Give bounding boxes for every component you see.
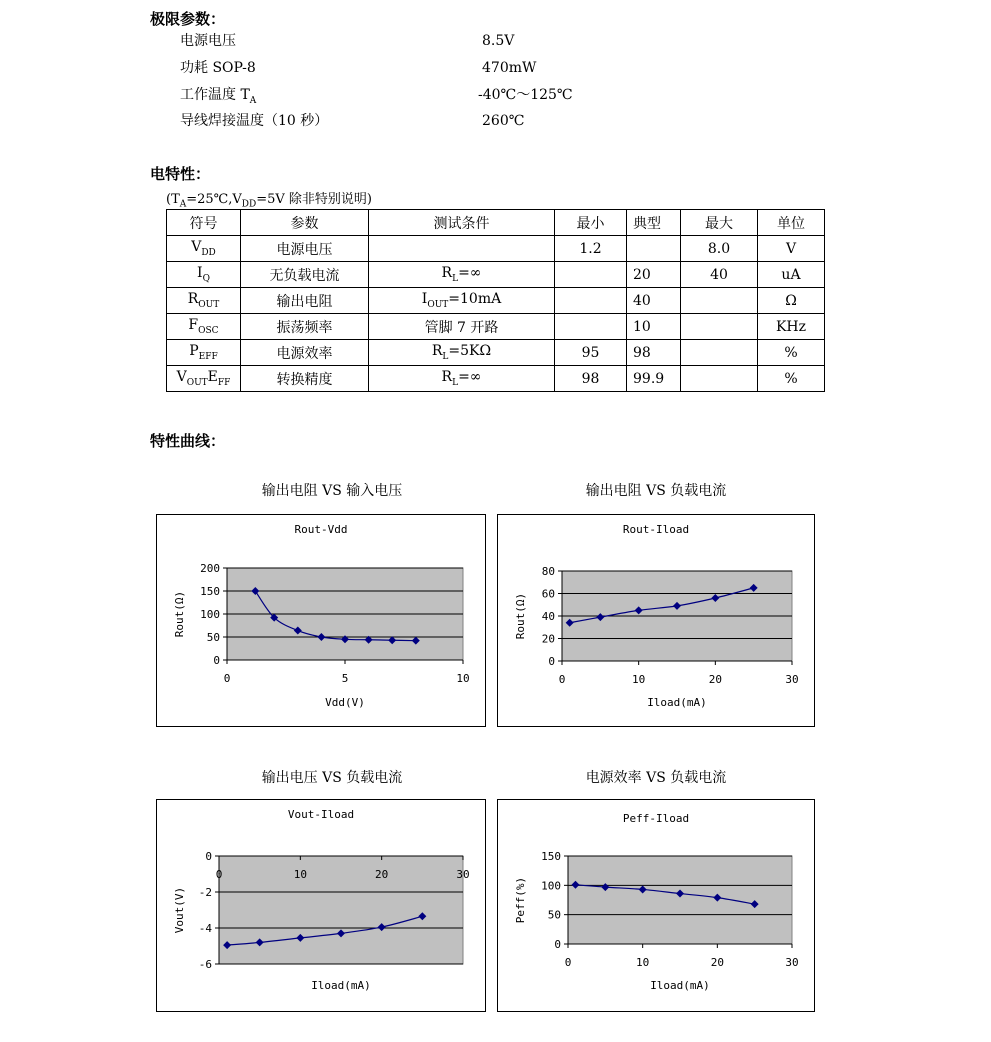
plot-area (568, 856, 792, 944)
x-tick-label: 5 (341, 672, 349, 685)
cell-max (681, 340, 758, 366)
cell-typ: 20 (627, 262, 681, 288)
symbol-main-2: E (207, 369, 218, 386)
header-unit: 单位 (758, 210, 825, 236)
cell-parameter: 输出电阻 (241, 288, 369, 314)
cell-min (555, 314, 627, 340)
x-tick-label: 0 (558, 673, 566, 686)
electrical-note (166, 188, 372, 210)
cell-max (681, 314, 758, 340)
y-tick-label: -6 (198, 958, 212, 971)
header-symbol: 符号 (167, 210, 241, 236)
y-tick-label: 0 (554, 938, 561, 951)
chart-panel-rout-vdd (156, 514, 486, 727)
cell-min (555, 262, 627, 288)
cell-typ (627, 236, 681, 262)
symbol-main: R (187, 291, 199, 308)
chart-caption-3: 输出电压 VS 负载电流 (261, 770, 403, 786)
y-tick-label: -2 (198, 886, 212, 899)
cell-condition (369, 236, 555, 262)
x-tick-label: 20 (710, 956, 724, 969)
x-tick-label: 30 (456, 868, 470, 881)
y-tick-label: 0 (548, 655, 555, 668)
cell-condition (369, 262, 555, 288)
symbol-sub: OUT (198, 299, 220, 310)
cell-max: 8.0 (681, 236, 758, 262)
y-tick-label: 60 (541, 587, 555, 601)
symbol-main: V (191, 239, 202, 256)
cell-max (681, 366, 758, 392)
cell-min (555, 288, 627, 314)
y-tick-label: 50 (206, 631, 220, 644)
table-row (167, 262, 825, 288)
y-tick-label: 0 (213, 654, 220, 667)
x-axis-label: Vdd(V) (325, 696, 365, 709)
chart-title: Rout-Vdd (294, 523, 348, 536)
note-part-1: (T (166, 192, 180, 207)
note-sub-1: A (179, 199, 187, 210)
condition-main: R (441, 265, 453, 282)
x-tick-label: 30 (785, 673, 799, 686)
condition-sub: L (452, 273, 459, 284)
y-tick-label: 100 (541, 879, 561, 893)
limits-heading: 极限参数： (150, 10, 226, 28)
header-min: 最小 (555, 210, 627, 236)
condition-tail: =10mA (448, 291, 502, 308)
cell-symbol (167, 288, 241, 314)
chart-title: Rout-Iload (622, 523, 690, 536)
limit-value-solder-temp: 260℃ (482, 113, 525, 129)
symbol-main: V (176, 369, 187, 386)
chart-rout-iload (498, 515, 814, 726)
condition-sub: L (452, 377, 459, 388)
cell-parameter: 转换精度 (241, 366, 369, 392)
table-row (167, 366, 825, 392)
y-tick-label: 50 (547, 908, 561, 922)
table-header-row (167, 210, 825, 236)
chart-caption-2: 输出电阻 VS 负载电流 (585, 483, 727, 499)
y-tick-label: -4 (198, 922, 212, 935)
x-axis-label: Iload(mA) (647, 696, 707, 709)
cell-unit: Ω (758, 288, 825, 314)
cell-typ: 98 (627, 340, 681, 366)
y-tick-label: 40 (541, 610, 555, 623)
header-max: 最大 (681, 210, 758, 236)
cell-symbol (167, 262, 241, 288)
symbol-sub: Q (202, 273, 210, 284)
y-axis-label: Vout(V) (173, 886, 186, 934)
cell-symbol (167, 236, 241, 262)
note-part-2: =25℃,V (186, 192, 242, 207)
y-tick-label: 0 (205, 850, 212, 863)
cell-parameter: 振荡频率 (241, 314, 369, 340)
limit-name-power: 功耗 SOP-8 (180, 60, 256, 76)
x-tick-label: 30 (785, 956, 799, 969)
cell-unit: V (758, 236, 825, 262)
symbol-sub: OSC (198, 325, 219, 336)
x-axis-label: Iload(mA) (650, 979, 710, 992)
cell-min: 98 (555, 366, 627, 392)
plot-area (219, 856, 463, 964)
condition-tail: =∞ (458, 265, 482, 282)
cell-condition (369, 314, 555, 340)
header-condition: 测试条件 (369, 210, 555, 236)
x-tick-label: 10 (293, 868, 307, 881)
y-tick-label: 80 (541, 565, 555, 578)
chart-panel-peff-iload (497, 799, 815, 1012)
condition-sub: OUT (427, 299, 449, 310)
y-axis-label: Rout(Ω) (514, 592, 527, 640)
table-row (167, 236, 825, 262)
limit-name-operating-temp (180, 86, 256, 110)
limit-name-operating-temp-main: 工作温度 T (180, 87, 250, 103)
y-tick-label: 200 (200, 562, 220, 575)
condition-sub: L (442, 351, 449, 362)
chart-peff-iload (498, 800, 814, 1011)
chart-title: Peff-Iload (622, 812, 690, 825)
cell-unit: uA (758, 262, 825, 288)
limit-value-supply-voltage: 8.5V (482, 33, 515, 49)
cell-unit: % (758, 366, 825, 392)
cell-symbol (167, 366, 241, 392)
limit-value-power: 470mW (482, 60, 537, 76)
cell-min: 1.2 (555, 236, 627, 262)
cell-symbol (167, 340, 241, 366)
cell-unit: KHz (758, 314, 825, 340)
electrical-heading: 电特性： (150, 165, 211, 183)
cell-parameter: 电源效率 (241, 340, 369, 366)
cell-max: 40 (681, 262, 758, 288)
chart-panel-vout-iload (156, 799, 486, 1012)
x-tick-label: 0 (564, 956, 572, 969)
table-row (167, 314, 825, 340)
chart-rout-vdd (157, 515, 485, 726)
x-tick-label: 20 (708, 673, 722, 686)
chart-caption-1: 输出电阻 VS 输入电压 (261, 483, 403, 499)
chart-caption-4: 电源效率 VS 负载电流 (585, 770, 727, 786)
limit-name-supply-voltage: 电源电压 (180, 33, 236, 49)
y-tick-label: 150 (541, 850, 561, 863)
condition-tail: =5KΩ (448, 343, 492, 360)
condition-main: R (441, 369, 453, 386)
cell-typ: 99.9 (627, 366, 681, 392)
x-tick-label: 10 (636, 956, 650, 969)
x-tick-label: 20 (375, 868, 389, 881)
curves-heading: 特性曲线： (150, 432, 226, 450)
cell-symbol (167, 314, 241, 340)
cell-unit: % (758, 340, 825, 366)
symbol-sub: OUT (186, 377, 208, 388)
cell-parameter: 电源电压 (241, 236, 369, 262)
cell-max (681, 288, 758, 314)
x-tick-label: 0 (215, 868, 223, 881)
limit-value-operating-temp: -40℃～125℃ (478, 87, 573, 103)
cell-condition (369, 288, 555, 314)
symbol-main: F (188, 317, 199, 334)
y-tick-label: 20 (541, 632, 555, 646)
symbol-sub: EFF (198, 351, 218, 362)
cell-condition (369, 366, 555, 392)
symbol-sub-2: FF (217, 377, 231, 388)
condition-tail: =∞ (458, 369, 482, 386)
condition-main: I (421, 291, 428, 308)
cell-typ: 10 (627, 314, 681, 340)
condition-main: 管脚 7 开路 (424, 319, 499, 336)
header-parameter: 参数 (241, 210, 369, 236)
y-tick-label: 100 (200, 608, 220, 621)
y-axis-label: Peff(%) (514, 876, 527, 924)
symbol-sub: DD (201, 247, 216, 258)
limit-name-solder-temp: 导线焊接温度（10 秒） (180, 113, 329, 129)
chart-vout-iload (157, 800, 485, 1011)
x-tick-label: 10 (632, 673, 646, 686)
note-part-3: =5V 除非特别说明) (256, 192, 372, 207)
limit-name-operating-temp-sub: A (249, 95, 257, 106)
chart-panel-rout-iload (497, 514, 815, 727)
table-row (167, 340, 825, 366)
condition-main: R (431, 343, 443, 360)
header-typ: 典型 (627, 210, 681, 236)
cell-min: 95 (555, 340, 627, 366)
y-axis-label: Rout(Ω) (173, 590, 186, 638)
symbol-main: P (189, 343, 199, 360)
x-tick-label: 10 (456, 672, 470, 685)
electrical-table (166, 209, 825, 392)
cell-parameter: 无负载电流 (241, 262, 369, 288)
note-sub-2: DD (241, 199, 257, 210)
x-axis-label: Iload(mA) (311, 979, 371, 992)
x-tick-label: 0 (223, 672, 231, 685)
symbol-main: I (197, 265, 203, 282)
y-tick-label: 150 (200, 585, 220, 598)
chart-title: Vout-Iload (287, 808, 355, 821)
table-row (167, 288, 825, 314)
cell-condition (369, 340, 555, 366)
cell-typ: 40 (627, 288, 681, 314)
